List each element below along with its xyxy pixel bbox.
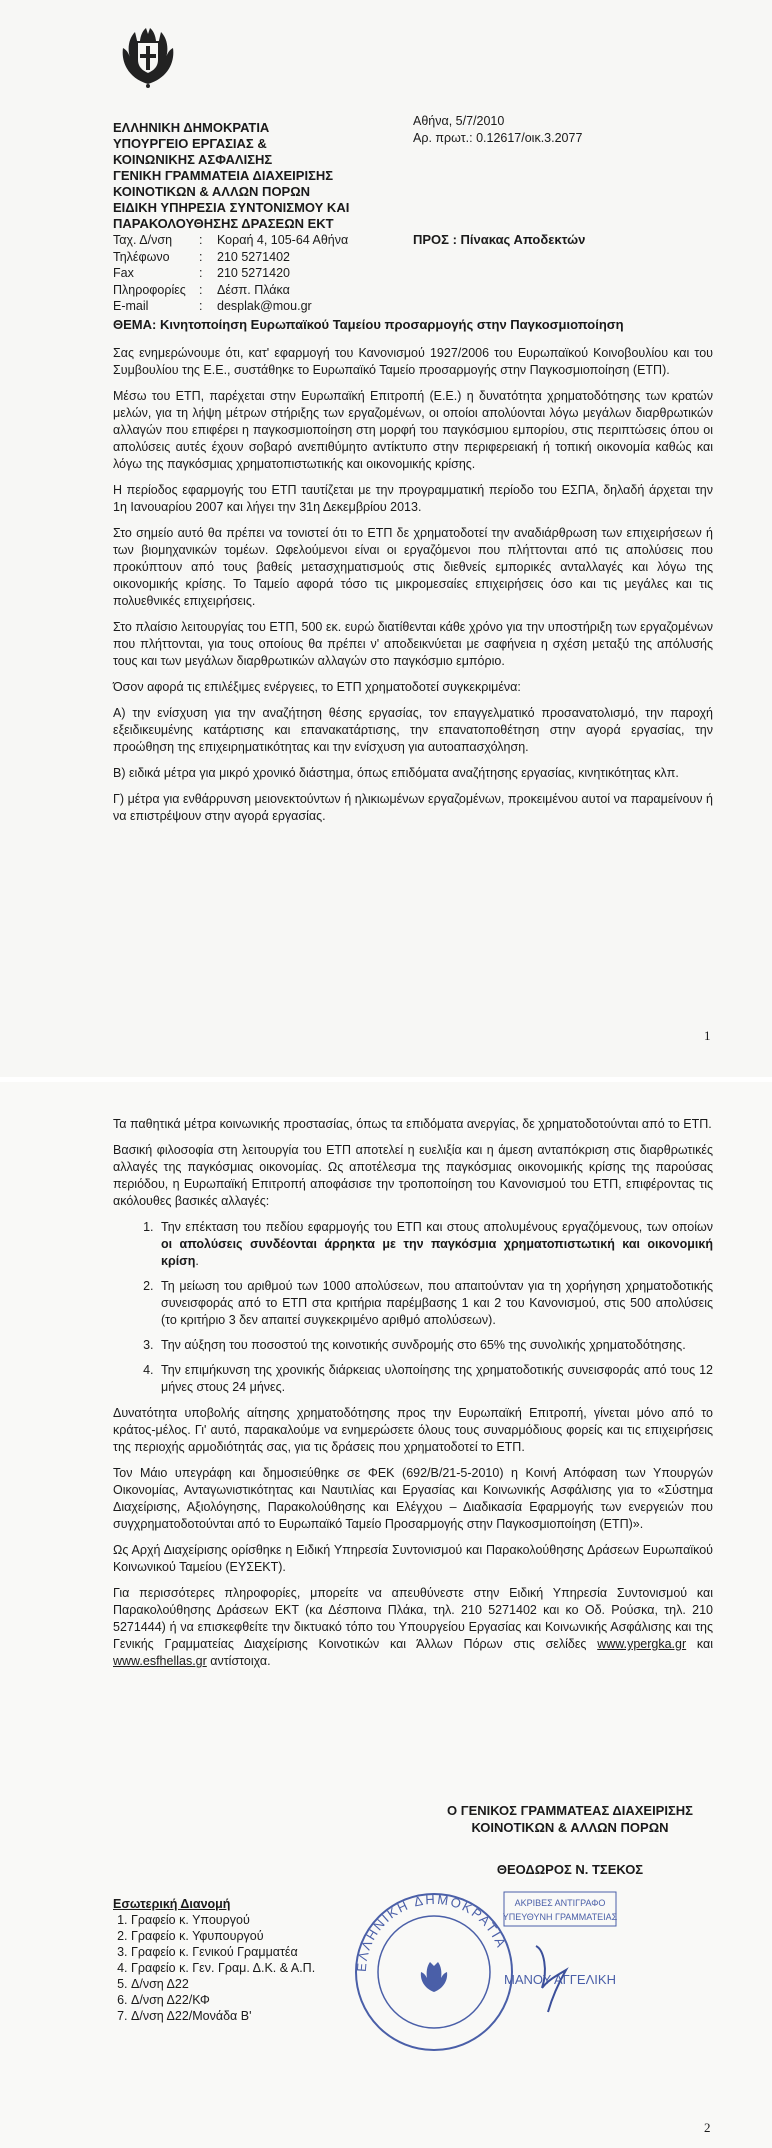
list-item-bold-text: οι απολύσεις συνδέονται άρρηκτα με την παγκόσμια χρηματοπιστωτική και οικονομική κρίση bbox=[161, 1237, 713, 1268]
signatory-title bbox=[420, 1802, 720, 1836]
contact-key: Fax bbox=[113, 266, 134, 280]
date-protocol-block bbox=[413, 113, 582, 147]
header-line: ΚΟΙΝΩΝΙΚΗΣ ΑΣΦΑΛΙΣΗΣ bbox=[113, 152, 273, 167]
signatory-title-line: ΚΟΙΝΟΤΙΚΩΝ & ΑΛΛΩΝ ΠΟΡΩΝ bbox=[471, 1820, 669, 1835]
paragraph: Ως Αρχή Διαχείρισης ορίσθηκε η Ειδική Υπηρεσία Συντονισμού και Παρακολούθησης Δράσεων Ευρωπαϊκού Κοινωνικού Ταμείου (ΕΥΣΕΚΤ). bbox=[113, 1543, 713, 1574]
paragraph: Βασική φιλοσοφία στη λειτουργία του ΕΤΠ αποτελεί η ευελιξία και η άμεση ανταπόκριση στις διαρθρωτικές αλλαγές της παγκόσμιας οικονομίας. Ως αποτέλεσμα της παγκόσμιας οικονομικής κρίσης της παρούσας περιόδου, η Ευρωπαϊκή Επιτροπή αποφάσισε την τροποποίηση του Κανονισμού του ΕΤΠ, επιφέροντας τις ακόλουθες βασικές αλλαγές: bbox=[113, 1143, 713, 1208]
list-item: 5. Δ/νση Δ22 bbox=[131, 1976, 315, 1992]
svg-text:ΕΛΛΗΝΙΚΗ ΔΗΜΟΚΡΑΤΙΑ bbox=[354, 1892, 510, 1972]
paragraph: Στο πλαίσιο λειτουργίας του ΕΤΠ, 500 εκ. ευρώ διατίθενται κάθε χρόνο για την υποστήριξη των εργαζομένων που πλήττονται, για τους οποίους θα πρέπει ν' αποδεικνύεται με σαφήνεια η σχέση μεταξύ της απόλυσής τους και των μεγάλων διαρθρωτικών αλλαγών στο παγκόσμιο εμπόριο. bbox=[113, 620, 713, 668]
contact-key: E-mail bbox=[113, 299, 149, 313]
paragraph: Β) ειδικά μέτρα για μικρό χρονικό διάστημα, όπως επιδόματα αναζήτησης εργασίας, κινητικότητας κλπ. bbox=[113, 766, 679, 780]
paragraph: Στο σημείο αυτό θα πρέπει να τονιστεί ότι το ΕΤΠ δε χρηματοδοτεί την αναδιάρθρωση των επιχειρήσεων ή των βιομηχανικών τομέων. Ωφελούμενοι είναι οι εργαζόμενοι που πλήττονται από τις απολύσεις που προκύπτουν από τους βαθείς μετασχηματισμούς στις διεθνείς εμπορικές ανταλλαγές και λόγω της οικονομικής κρίσης. Το Ταμείο αφορά τόσο τις μικρομεσαίες επιχειρήσεις όσο και τις μεγάλες και τις πολυεθνικές επιχειρήσεις. bbox=[113, 526, 713, 608]
link-esfhellas[interactable]: www.esfhellas.gr bbox=[113, 1654, 207, 1668]
list-item: 4. Γραφείο κ. Γεν. Γραμ. Δ.Κ. & Α.Π. bbox=[131, 1960, 315, 1976]
stamp-copy-text: ΑΚΡΙΒΕΣ ΑΝΤΙΓΡΑΦΟ bbox=[514, 1898, 606, 1908]
document-date: Αθήνα, 5/7/2010 bbox=[413, 114, 505, 128]
list-item: 3. Την αύξηση του ποσοστού της κοινοτικής συνδρομής στο 65% της συνολικής χρηματοδότησης. bbox=[157, 1337, 713, 1354]
protocol-number: Αρ. πρωτ.: 0.12617/οικ.3.2077 bbox=[413, 131, 583, 145]
paragraph: Μέσω του ΕΤΠ, παρέχεται στην Ευρωπαϊκή Επιτροπή (Ε.Ε.) η δυνατότητα χρηματοδότησης των κρατών μελών, για τη λήψη μέτρων στήριξης των εργαζομένων, οι οποίοι απολύονται λόγω μεγάλων διαρθρωτικών αλλαγών που επιφέρει η παγκοσμιοποίηση στη μορφή του παγκόσμιου εμπορίου, στις περιπτώσεις όπου οι απολύσεις αυτές έχουν σοβαρό ανεπιθύμητο αντίκτυπο στην περιφερειακή ή τοπική οικονομία καθώς και λόγω της παγκόσμιας χρηματοπιστωτικής και οικονομικής κρίσης. bbox=[113, 389, 713, 471]
paragraph: Όσον αφορά τις επιλέξιμες ενέργειες, το ΕΤΠ χρηματοδοτεί συγκεκριμένα: bbox=[113, 680, 521, 694]
paragraph-text: Για περισσότερες πληροφορίες, μπορείτε να απευθύνεστε στην Ειδική Υπηρεσία Συντονισμού και Παρακολούθησης Δράσεων ΕΚΤ (κα Δέσποινα Πλάκα, τηλ. 210 5271402 και κο Οδ. Ρούσκα, τηλ. 210 5271444) ή να επισκεφθείτε την δικτυακό τόπο του Υπουργείου Εργασίας και Κοινωνικής Ασφάλισης και της Γενικής Γραμματείας Διαχείρισης Κοινοτικών και Άλλων Πόρων στις σελίδες bbox=[113, 1586, 713, 1651]
paragraph: Α) την ενίσχυση για την αναζήτηση θέσης εργασίας, τον επαγγελματικό προσανατολισμό, την παροχή εξειδικευμένης κατάρτισης και επανακατάρτισης, την επανατοποθέτηση στην αγορά εργασίας, την προώθηση της επιχειρηματικότητας και την ενίσχυση για αυτοαπασχόληση. bbox=[113, 706, 713, 754]
stamp-name-text: ΜΑΝΟΥ ΑΓΓΕΛΙΚΗ bbox=[504, 1972, 616, 1987]
contact-key: Τηλέφωνο bbox=[113, 249, 170, 264]
list-item: 2. Γραφείο κ. Υφυπουργού bbox=[131, 1928, 315, 1944]
contact-value: 210 5271402 bbox=[217, 249, 290, 264]
contact-value: Δέσπ. Πλάκα bbox=[217, 282, 290, 297]
list-item: 3. Γραφείο κ. Γενικού Γραμματέα bbox=[131, 1944, 315, 1960]
list-item: 4. Την επιμήκυνση της χρονικής διάρκειας υλοποίησης της χρηματοδοτικής συνεισφοράς από τους 12 μήνες στους 24 μήνες. bbox=[157, 1362, 713, 1396]
header-line: ΕΛΛΗΝΙΚΗ ΔΗΜΟΚΡΑΤΙΑ bbox=[113, 120, 270, 135]
page-number: 2 bbox=[704, 2120, 711, 2135]
header-line: ΕΙΔΙΚΗ ΥΠΗΡΕΣΙΑ ΣΥΝΤΟΝΙΣΜΟΥ ΚΑΙ bbox=[113, 200, 350, 215]
contact-key: Ταχ. Δ/νση bbox=[113, 233, 173, 247]
list-item-text: Την επέκταση του πεδίου εφαρμογής του ΕΤΠ και στους απολυμένους εργαζόμενους, των οποίων bbox=[161, 1220, 713, 1234]
subject-line: ΘΕΜΑ: Κινητοποίηση Ευρωπαϊκού Ταμείου προσαρμογής στην Παγκοσμιοποίηση bbox=[113, 317, 624, 332]
header-line: ΥΠΟΥΡΓΕΙΟ ΕΡΓΑΣΙΑΣ & bbox=[113, 136, 267, 151]
list-item: 7. Δ/νση Δ22/Μονάδα Β' bbox=[131, 2008, 315, 2024]
page-number: 1 bbox=[704, 1028, 711, 1043]
contact-value: 210 5271420 bbox=[217, 266, 290, 280]
page-1-body bbox=[113, 345, 713, 834]
paragraph-text: και bbox=[686, 1637, 713, 1651]
paragraph: Σας ενημερώνουμε ότι, κατ' εφαρμογή του Κανονισμού 1927/2006 του Ευρωπαϊκού Κοινοβουλίου και του Συμβουλίου της Ε.Ε., συστάθηκε το Ευρωπαϊκό Ταμείο προσαρμογής στην Παγκοσμιοποίηση (ΕΤΠ). bbox=[113, 346, 713, 377]
paragraph: Δυνατότητα υποβολής αίτησης χρηματοδότησης προς την Ευρωπαϊκή Επιτροπή, γίνεται μόνο από το κράτος-μέλος. Γι' αυτό, παρακαλούμε να ενημερώσετε όλους τους συναρμόδιους φορείς και τις επιχειρήσεις της περιοχής αρμοδιότητάς σας, για τις δράσεις που χρηματοδοτεί το ΕΤΠ. bbox=[113, 1406, 713, 1454]
paragraph: Η περίοδος εφαρμογής του ΕΤΠ ταυτίζεται με την προγραμματική περίοδο του ΕΣΠΑ, δηλαδή άρχεται την 1η Ιανουαρίου 2007 και λήγει την 31η Δεκεμβρίου 2013. bbox=[113, 483, 713, 514]
paragraph: Τον Μάιο υπεγράφη και δημοσιεύθηκε σε ΦΕΚ (692/Β/21-5-2010) η Κοινή Απόφαση των Υπουργών Οικονομίας, Ανταγωνιστικότητας και Ναυτιλίας και Εργασίας και Κοινωνικής Ασφάλισης για το «Σύστημα Διαχείρισης, Αξιολόγησης, Παρακολούθησης και Ελέγχου – Διαδικασία Εφαρμογής των ενεργειών που συγχρηματοδοτούνται από το Ευρωπαϊκό Ταμείο Προσαρμογής στην Παγκοσμιοποίηση (ΕΤΠ)». bbox=[113, 1466, 713, 1531]
stamp-arc-text: ΕΛΛΗΝΙΚΗ ΔΗΜΟΚΡΑΤΙΑ bbox=[353, 1891, 510, 1973]
changes-list bbox=[113, 1219, 713, 1396]
header-line: ΓΕΝΙΚΗ ΓΡΑΜΜΑΤΕΙΑ ΔΙΑΧΕΙΡΙΣΗΣ bbox=[113, 168, 334, 183]
stamp-office-text: ΥΠΕΥΘΥΝΗ ΓΡΑΜΜΑΤΕΙΑΣ bbox=[502, 1912, 618, 1922]
issuer-header bbox=[113, 120, 349, 232]
paragraph bbox=[113, 1585, 713, 1670]
contact-value: Κοραή 4, 105-64 Αθήνα bbox=[217, 233, 349, 247]
contact-value: desplak@mou.gr bbox=[217, 299, 312, 313]
distribution-title: Εσωτερική Διανομή bbox=[113, 1897, 231, 1911]
page-2-body bbox=[113, 1116, 713, 1679]
list-item: 2. Τη μείωση του αριθμού των 1000 απολύσεων, που απαιτούνταν για τη χορήγηση χρηματοδοτικής συνεισφοράς από το ΕΤΠ στα κριτήρια παρέμβασης 1 και 2 του Κανονισμού, στις 500 απολύσεις (το κριτήριο 3 δεν απαιτεί συγκεκριμένο αριθμό απολύσεων). bbox=[157, 1278, 713, 1329]
header-line: ΠΑΡΑΚΟΛΟΥΘΗΣΗΣ ΔΡΑΣΕΩΝ ΕΚΤ bbox=[113, 216, 334, 231]
greek-crest-icon bbox=[113, 20, 183, 90]
paragraph: Τα παθητικά μέτρα κοινωνικής προστασίας, όπως τα επιδόματα ανεργίας, δε χρηματοδοτούνται από το ΕΤΠ. bbox=[113, 1117, 712, 1131]
paragraph: Γ) μέτρα για ενθάρρυνση μειονεκτούντων ή ηλικιωμένων εργαζομένων, προκειμένου αυτοί να παραμείνουν ή να επιστρέψουν στην αγορά εργασίας. bbox=[113, 792, 713, 823]
list-item bbox=[157, 1219, 713, 1270]
contact-block: Ταχ. Δ/νση : Κοραή 4, 105-64 Αθήνα Τηλέφωνο : 210 5271402 Fax : 210 5271420 Πληροφορίες : Δέσπ. Πλάκα E-mail : desplak@mou.gr bbox=[113, 233, 349, 313]
signatory-title-line: Ο ΓΕΝΙΚΟΣ ΓΡΑΜΜΑΤΕΑΣ ΔΙΑΧΕΙΡΙΣΗΣ bbox=[447, 1803, 693, 1818]
header-line: ΚΟΙΝΟΤΙΚΩΝ & ΑΛΛΩΝ ΠΟΡΩΝ bbox=[113, 184, 311, 199]
recipient-line: ΠΡΟΣ : Πίνακας Αποδεκτών bbox=[413, 232, 586, 247]
distribution-block bbox=[113, 1896, 315, 2024]
list-item: 6. Δ/νση Δ22/ΚΦ bbox=[131, 1992, 315, 2008]
official-stamp-icon bbox=[344, 1880, 624, 2060]
list-item: 1. Γραφείο κ. Υπουργού bbox=[131, 1912, 315, 1928]
link-ypergka[interactable]: www.ypergka.gr bbox=[597, 1637, 687, 1651]
list-item-text: . bbox=[195, 1254, 199, 1268]
paragraph-text: αντίστοιχα. bbox=[206, 1654, 271, 1668]
signatory-name: ΘΕΟΔΩΡΟΣ Ν. ΤΣΕΚΟΣ bbox=[496, 1862, 644, 1877]
contact-key: Πληροφορίες bbox=[113, 282, 186, 297]
